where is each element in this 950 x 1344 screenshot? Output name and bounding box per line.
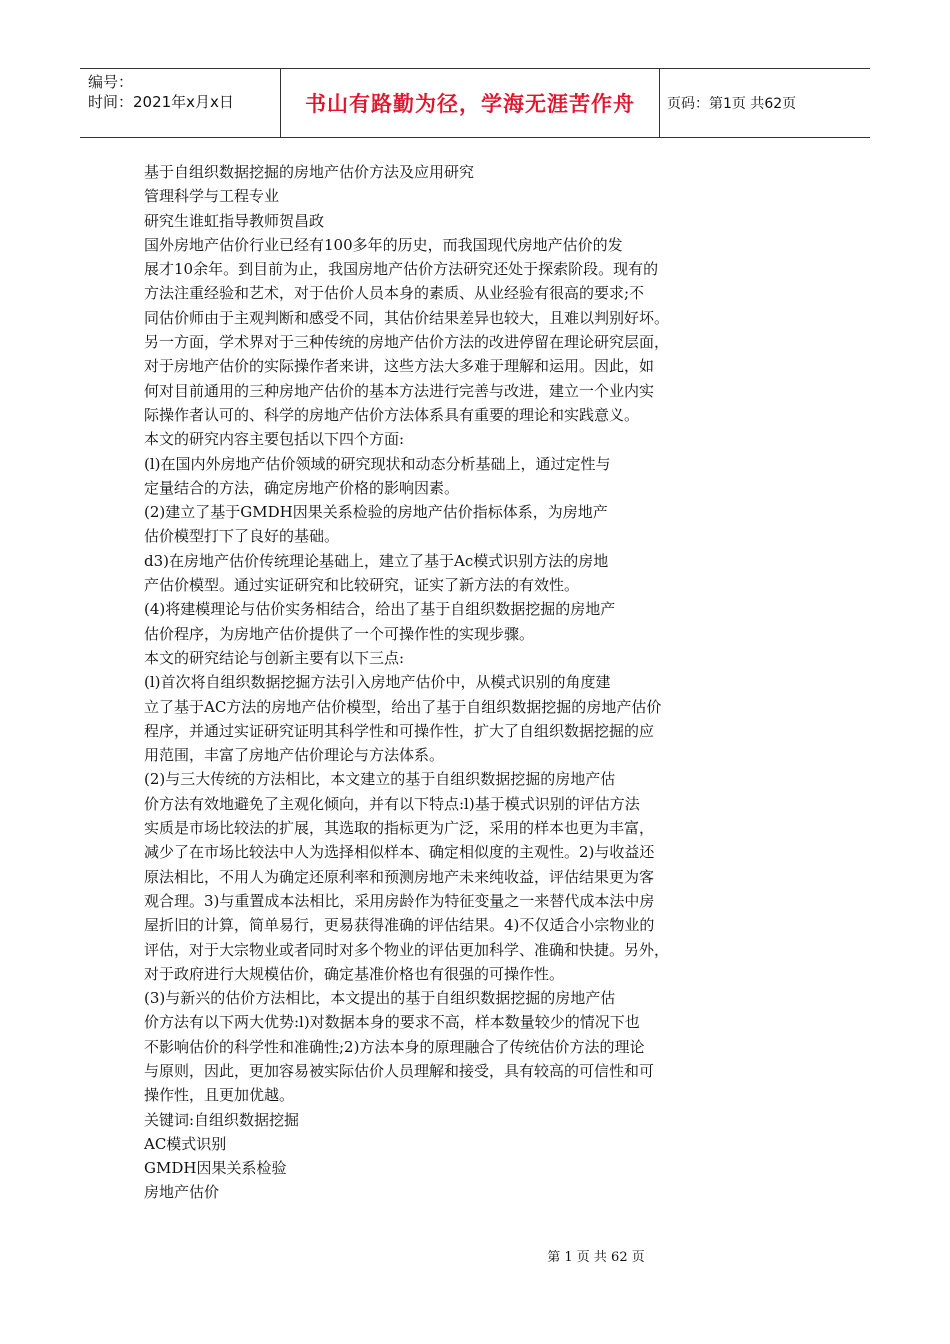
text-line: 方法注重经验和艺术，对于估价人员本身的素质、从业经验有很高的要求;不 (144, 284, 645, 303)
text-line: 同估价师由于主观判断和感受不同，其估价结果差异也较大，且难以判别好坏。 (144, 308, 670, 327)
header-meta (80, 69, 280, 137)
text-line: 原法相比，不用人为确定还原利率和预测房地产未来纯收益，评估结果更为客 (144, 867, 655, 886)
text-line: (2)与三大传统的方法相比，本文建立的基于自组织数据挖掘的房地产估 (144, 770, 616, 789)
text-line: 估价程序，为房地产估价提供了一个可操作性的实现步骤。 (144, 624, 535, 643)
text-line: 估价模型打下了良好的基础。 (144, 527, 340, 546)
text-line: 对于房地产估价的实际操作者来讲，这些方法大多难于理解和运用。因此，如 (144, 357, 655, 376)
text-line: 屋折旧的计算，简单易行，更易获得准确的评估结果。4)不仅适合小宗物业的 (144, 916, 655, 935)
text-line: 操作性，且更加优越。 (144, 1086, 295, 1105)
text-line: 定量结合的方法，确定房地产价格的影响因素。 (144, 478, 460, 497)
text-line: 关键词:自组织数据挖掘 (144, 1110, 300, 1129)
text-line: 产估价模型。通过实证研究和比较研究，证实了新方法的有效性。 (144, 576, 580, 595)
text-line: 评估，对于大宗物业或者同时对多个物业的评估更加科学、准确和快捷。另外， (144, 940, 670, 959)
text-line: 管理科学与工程专业 (144, 187, 280, 206)
text-line: 价方法有以下两大优势:l)对数据本身的要求不高，样本数量较少的情况下也 (144, 1013, 640, 1032)
text-line: d3)在房地产估价传统理论基础上，建立了基于Ac模式识别方法的房地 (144, 551, 609, 570)
text-line: 本文的研究结论与创新主要有以下三点: (144, 648, 405, 667)
text-line: 立了基于AC方法的房地产估价模型，给出了基于自组织数据挖掘的房地产估价 (144, 697, 662, 716)
header-motto: 书山有路勤为径，学海无涯苦作舟 (305, 92, 635, 116)
text-line: 基于自组织数据挖掘的房地产估价方法及应用研究 (144, 163, 475, 181)
text-line: 用范围，丰富了房地产估价理论与方法体系。 (144, 746, 445, 765)
text-line: 另一方面，学术界对于三种传统的房地产估价方法的改进停留在理论研究层面， (144, 333, 670, 352)
text-line: (3)与新兴的估价方法相比，本文提出的基于自组织数据挖掘的房地产估 (144, 989, 616, 1008)
text-line: 实质是市场比较法的扩展，其选取的指标更为广泛，采用的样本也更为丰富， (144, 819, 655, 838)
text-line: 观合理。3)与重置成本法相比，采用房龄作为特征变量之一来替代成本法中房 (144, 891, 655, 910)
text-line: 何对目前通用的三种房地产估价的基本方法进行完善与改进，建立一个业内实 (144, 381, 655, 400)
text-line: GMDH因果关系检验 (144, 1159, 287, 1178)
header-page-info: 页码：第1页 共62页 (667, 96, 797, 112)
text-line: 本文的研究内容主要包括以下四个方面: (144, 430, 405, 449)
text-line: 国外房地产估价行业已经有100多年的历史，而我国现代房地产估价的发 (144, 235, 623, 254)
text-line: AC模式识别 (144, 1134, 227, 1153)
page-header (80, 68, 870, 138)
document-number-label: 编号： (88, 73, 134, 91)
page-footer: 第 1 页 共 62 页 (547, 1250, 645, 1265)
text-line: 价方法有效地避免了主观化倾向，并有以下特点:l)基于模式识别的评估方法 (144, 794, 640, 813)
text-line: 程序，并通过实证研究证明其科学性和可操作性，扩大了自组织数据挖掘的应 (144, 721, 655, 740)
text-line: (4)将建模理论与估价实务相结合，给出了基于自组织数据挖掘的房地产 (144, 600, 616, 619)
text-line: 减少了在市场比较法中人为选择相似样本、确定相似度的主观性。2)与收益还 (144, 843, 655, 862)
text-line: 际操作者认可的、科学的房地产估价方法体系具有重要的理论和实践意义。 (144, 405, 640, 424)
text-line: 展才10余年。到目前为止，我国房地产估价方法研究还处于探索阶段。现有的 (144, 260, 659, 279)
text-line: (2)建立了基于GMDH因果关系检验的房地产估价指标体系，为房地产 (144, 503, 608, 522)
text-line: 研究生谁虹指导教师贺昌政 (144, 211, 325, 230)
document-body (144, 160, 744, 1205)
document-date: 时间：2021年x月x日 (88, 93, 234, 111)
text-line: (l)首次将自组织数据挖掘方法引入房地产估价中，从模式识别的角度建 (144, 673, 611, 692)
text-line: 与原则，因此，更加容易被实际估价人员理解和接受，具有较高的可信性和可 (144, 1061, 655, 1080)
text-line: (l)在国内外房地产估价领域的研究现状和动态分析基础上，通过定性与 (144, 454, 611, 473)
text-line: 对于政府进行大规模估价，确定基准价格也有很强的可操作性。 (144, 964, 565, 983)
text-line: 不影响估价的科学性和准确性;2)方法本身的原理融合了传统估价方法的理论 (144, 1037, 645, 1056)
header-motto-cell (280, 69, 660, 137)
text-line: 房地产估价 (144, 1183, 220, 1202)
